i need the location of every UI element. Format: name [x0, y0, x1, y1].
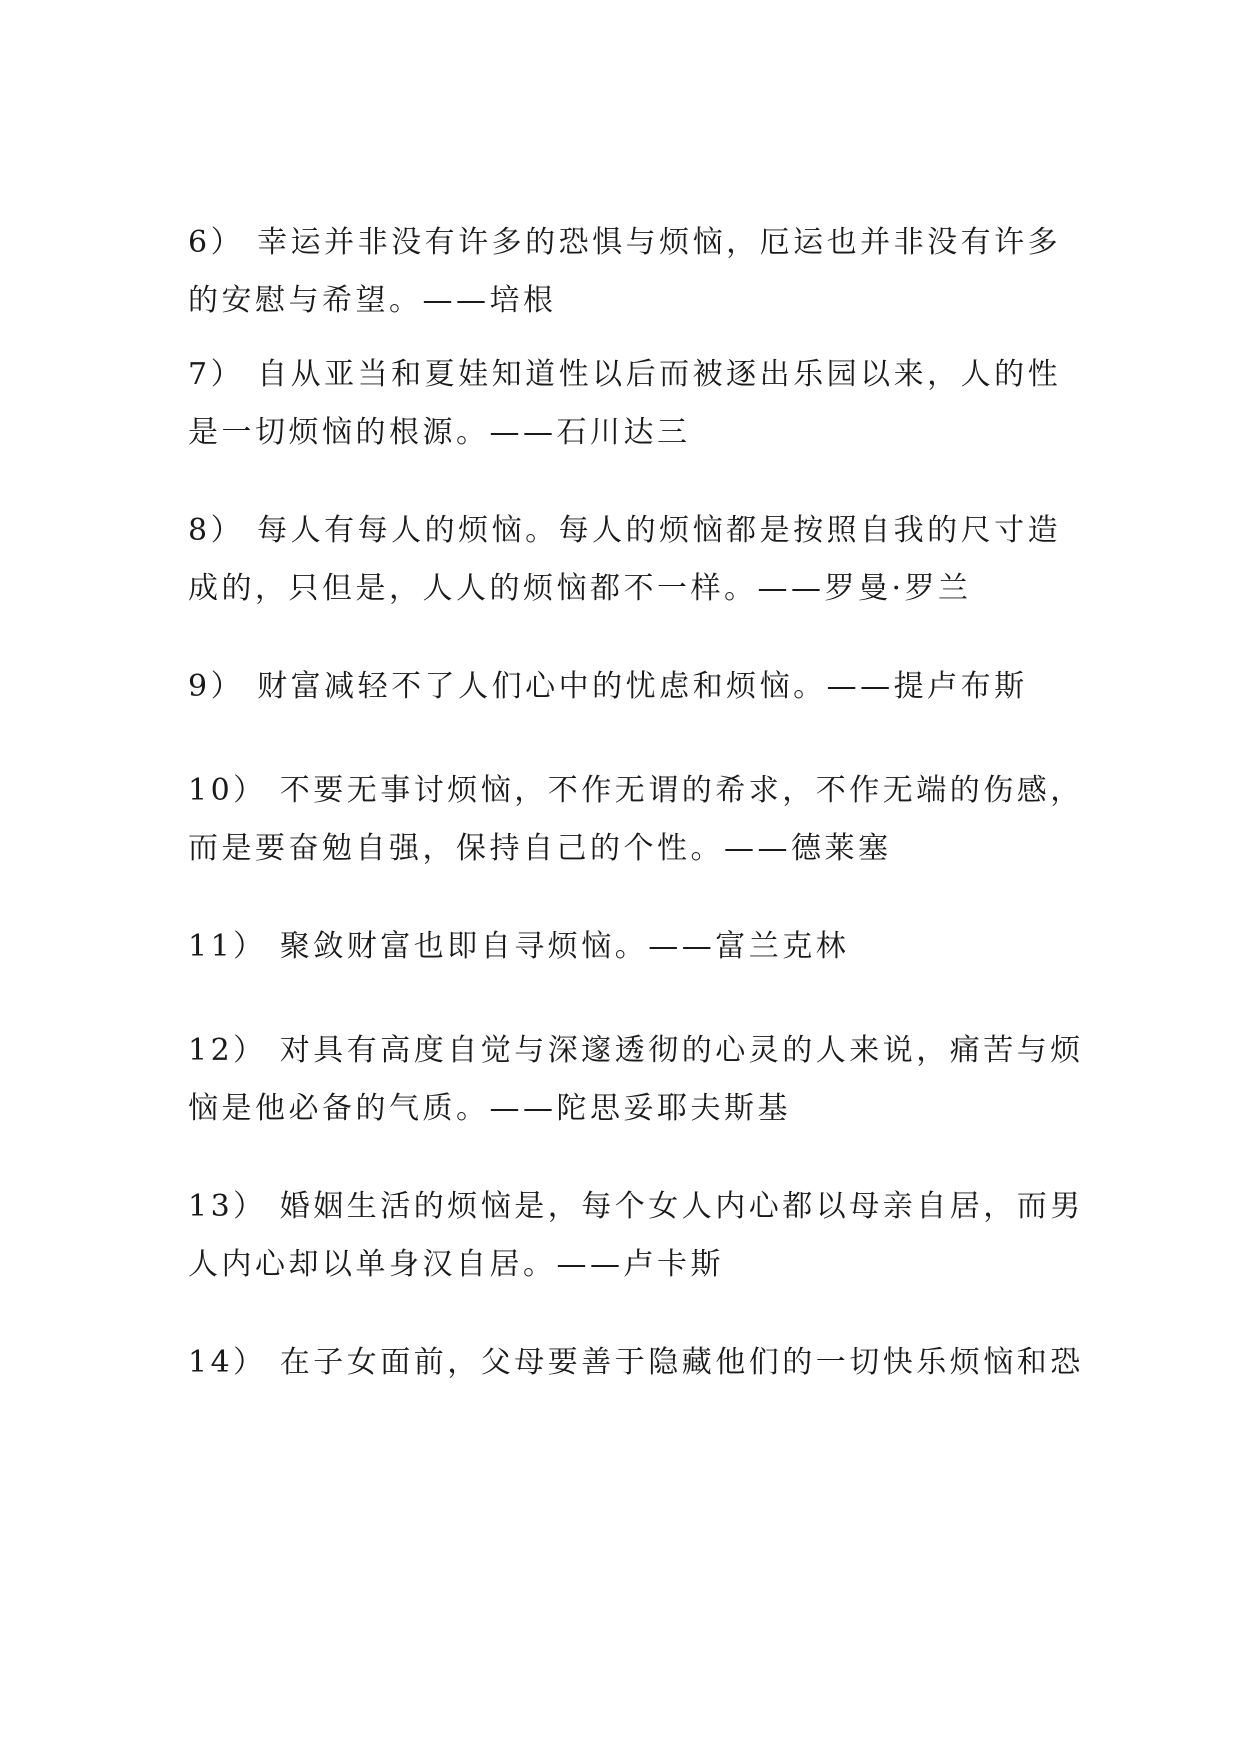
quote-line: 是一切烦恼的根源。——石川达三 — [188, 415, 691, 450]
quote-line: 7） 自从亚当和夏娃知道性以后而被逐出乐园以来，人的性 — [188, 357, 1062, 392]
quote-line: 的安慰与希望。——培根 — [188, 283, 557, 318]
quote-line: 14） 在子女面前，父母要善于隐藏他们的一切快乐烦恼和恐 — [188, 1345, 1084, 1380]
quote-line: 9） 财富减轻不了人们心中的忧虑和烦恼。——提卢布斯 — [188, 669, 1028, 704]
quote-line: 10） 不要无事讨烦恼，不作无谓的希求，不作无端的伤感， — [188, 773, 1084, 808]
quote-line: 人内心却以单身汉自居。——卢卡斯 — [188, 1247, 724, 1282]
quote-7 — [188, 346, 1068, 462]
quote-line: 而是要奋勉自强，保持自己的个性。——德莱塞 — [188, 831, 892, 866]
quote-line: 11） 聚敛财富也即自寻烦恼。——富兰克林 — [188, 929, 850, 964]
quote-line: 恼是他必备的气质。——陀思妥耶夫斯基 — [188, 1091, 791, 1126]
quote-12 — [188, 1022, 1084, 1138]
quote-line: 成的，只但是，人人的烦恼都不一样。——罗曼·罗兰 — [188, 571, 972, 606]
quote-11 — [188, 918, 1068, 976]
quote-line: 6） 幸运并非没有许多的恐惧与烦恼，厄运也并非没有许多 — [188, 225, 1062, 260]
quote-line: 8） 每人有每人的烦恼。每人的烦恼都是按照自我的尺寸造 — [188, 513, 1062, 548]
quote-line: 12） 对具有高度自觉与深邃透彻的心灵的人来说，痛苦与烦 — [188, 1033, 1084, 1068]
quote-9 — [188, 658, 1068, 716]
quote-6 — [188, 214, 1068, 330]
quote-14 — [188, 1334, 1084, 1392]
quote-8 — [188, 502, 1068, 618]
quote-13 — [188, 1178, 1084, 1294]
quote-line: 13） 婚姻生活的烦恼是，每个女人内心都以母亲自居，而男 — [188, 1189, 1084, 1224]
quote-10 — [188, 762, 1084, 878]
